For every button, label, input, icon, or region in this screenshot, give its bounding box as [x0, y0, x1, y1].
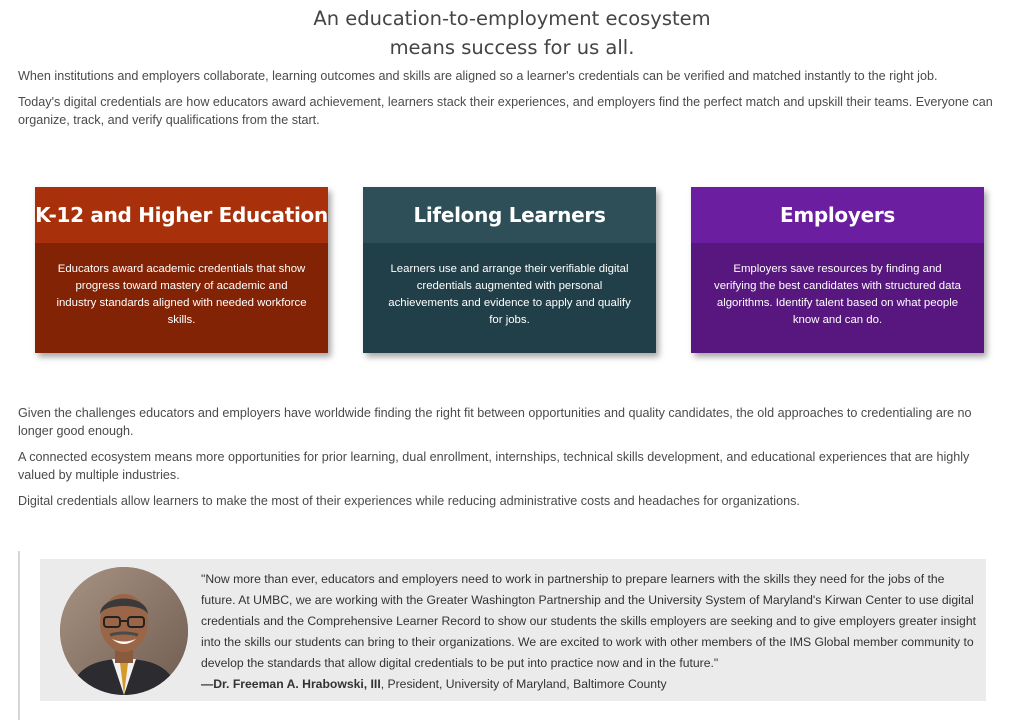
- testimonial-quote: [201, 569, 981, 695]
- quote-body: "Now more than ever, educators and employers need to work in partnership to prepare learners with the skills they need for the jobs of the future. At UMBC, we are working with the Greater Washington Partnership and the University System of Maryland's Kirwan Center to use digital credentials and the Comprehensive Learner Record to show our students the skills employers are seeking and to give employers greater insight into the skills our students can bring to their organizations. We are excited to work with other members of the IMS Global member community to develop the standards that allow digital credentials to be put into practice now and in the future.": [201, 572, 976, 670]
- intro-paragraph-2: Today's digital credentials are how educators award achievement, learners stack their experiences, and employers find the perfect match and upskill their teams. Everyone can organize, track, and verify qualifications from the start.: [18, 95, 993, 127]
- testimonial-box: [40, 559, 986, 701]
- person-portrait-icon: [60, 567, 188, 695]
- page-headline: [18, 0, 1006, 62]
- card-employers: [691, 187, 984, 353]
- card-title: Employers: [691, 187, 984, 243]
- headline-line-2: means success for us all.: [389, 36, 635, 59]
- card-lifelong-learners: [363, 187, 656, 353]
- card-title: K-12 and Higher Education: [35, 187, 328, 243]
- quote-attribution: [201, 674, 981, 695]
- body-paragraph-1: Given the challenges educators and employers have worldwide finding the right fit between opportunities and quality candidates, the old approaches to credentialing are no longer good enough.: [18, 406, 972, 438]
- testimonial-blockquote: [18, 551, 994, 720]
- author-title: , President, University of Maryland, Baltimore County: [380, 677, 667, 691]
- intro-section: [18, 67, 1006, 129]
- card-body: Learners use and arrange their verifiable digital credentials augmented with personal achievements and evidence to apply and qualify for jobs.: [363, 243, 656, 353]
- card-body: Educators award academic credentials that show progress toward mastery of academic and industry standards aligned with needed workforce skills.: [35, 243, 328, 353]
- body-paragraph-3: Digital credentials allow learners to make the most of their experiences while reducing administrative costs and headaches for organizations.: [18, 494, 800, 508]
- audience-cards: [35, 187, 985, 353]
- card-k12-higher-education: [35, 187, 328, 353]
- author-name: —Dr. Freeman A. Hrabowski, III: [201, 677, 381, 691]
- body-paragraph-2: A connected ecosystem means more opportunities for prior learning, dual enrollment, internships, technical skills development, and educational experiences that are highly valued by multiple industries.: [18, 450, 970, 482]
- headline-line-1: An education-to-employment ecosystem: [313, 7, 711, 30]
- card-title: Lifelong Learners: [363, 187, 656, 243]
- body-text-section: [18, 404, 996, 518]
- card-body: Employers save resources by finding and verifying the best candidates with structured data algorithms. Identify talent based on what people know and can do.: [691, 243, 984, 353]
- intro-paragraph-1: When institutions and employers collaborate, learning outcomes and skills are aligned so a learner's credentials can be verified and matched instantly to the right job.: [18, 69, 938, 83]
